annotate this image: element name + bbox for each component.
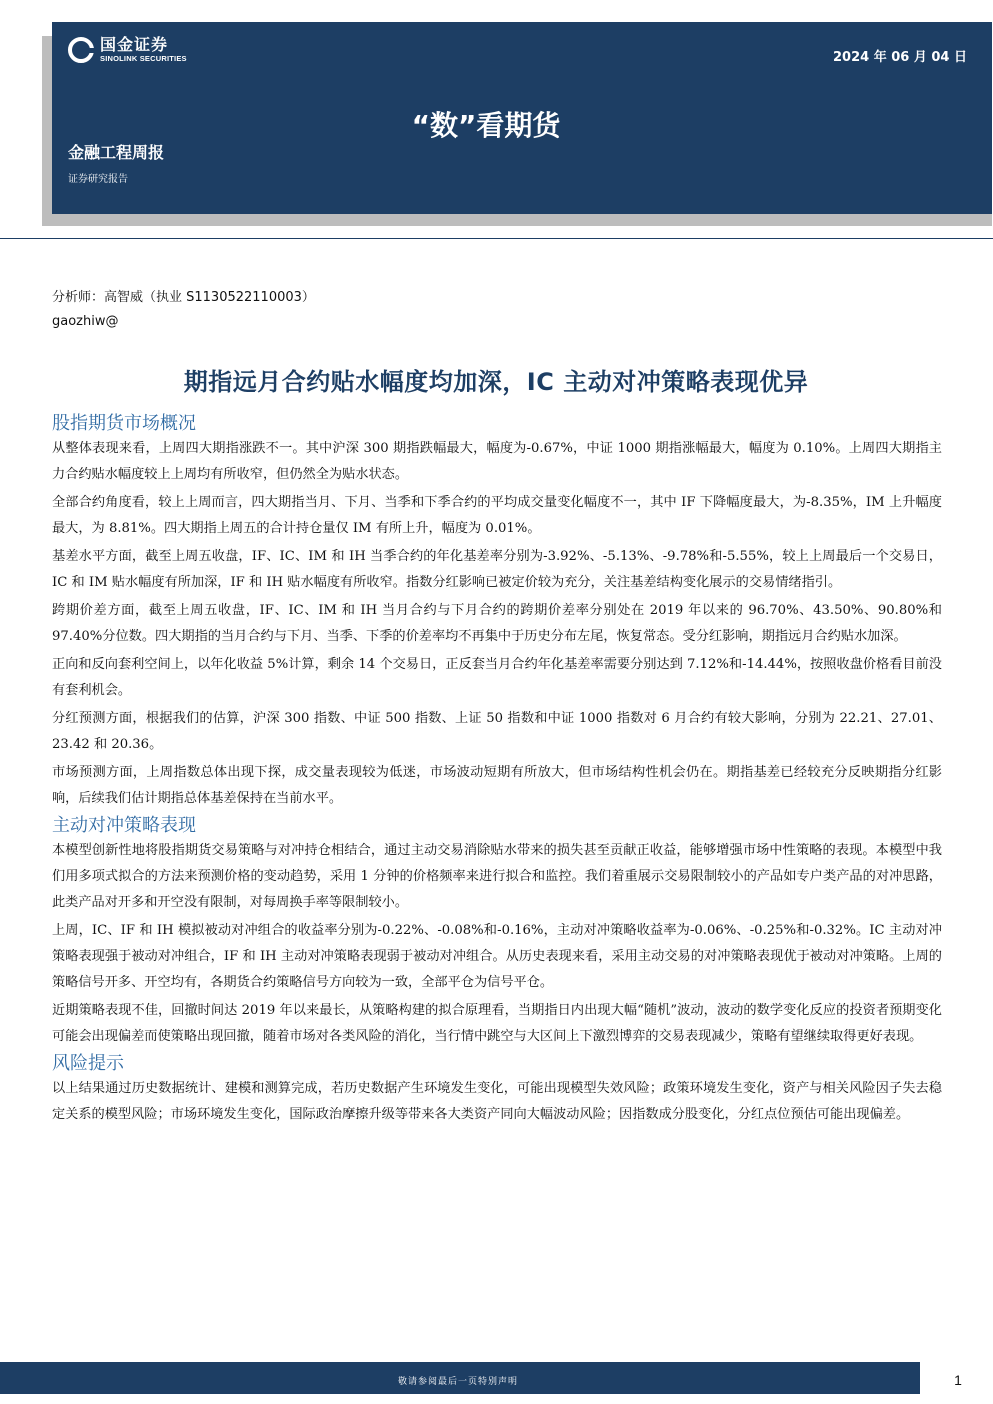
logo-english-name: SINOLINK SECURITIES [100,54,187,63]
paragraph: 本模型创新性地将股指期货交易策略与对冲持仓相结合，通过主动交易消除贴水带来的损失甚至贡献正收益，能够增强市场中性策略的表现。本模型中我们用多项式拟合的方法来预测价格的变动趋势，采用 1 分钟的价格频率来进行拟合和监控。我们着重展示交易限制较小的产品如专户类产品的对冲思路，此类产品对开多和开空没有限制，对每周换手率等限制较小。 [52,843,942,910]
report-type: 金融工程周报 [68,143,165,162]
section-heading: 股指期货市场概况 [52,413,196,434]
report-date: 2024 年 06 月 04 日 [833,50,967,65]
page-number: 1 [954,1372,962,1388]
footer-disclaimer: 敬请参阅最后一页特别声明 [397,1377,519,1387]
report-subtype: 证券研究报告 [68,174,128,185]
section-market-overview [52,412,942,812]
paragraph: 跨期价差方面，截至上周五收盘，IF、IC、IM 和 IH 当月合约与下月合约的跨期价差率分别处在 2019 年以来的 96.70%、43.50%、90.80%和 97.40%分位数。四大期指的当月合约与下月、当季、下季的价差率均不再集中于历史分布左尾，恢复常态。受分红影响，期指远月合约贴水加深。 [52,603,942,644]
paragraph: 上周，IC、IF 和 IH 模拟被动对冲组合的收益率分别为-0.22%、-0.08%和-0.16%，主动对冲策略收益率为-0.06%、-0.25%和-0.32%。IC 主动对冲策略表现强于被动对冲组合，IF 和 IH 主动对冲策略表现弱于被动对冲组合。从历史表现来看，采用主动交易的对冲策略表现优于被动对冲策略。上周的策略信号开多、开空均有，各期货合约策略信号方向较为一致，全部平仓为信号平仓。 [52,923,942,990]
report-body [52,412,942,1130]
paragraph: 正向和反向套利空间上，以年化收益 5%计算，剩余 14 个交易日，正反套当月合约年化基差率需要分别达到 7.12%和-14.44%，按照收盘价格看目前没有套利机会。 [52,657,942,698]
paragraph: 从整体表现来看，上周四大期指涨跌不一。其中沪深 300 期指跌幅最大，幅度为-0.67%，中证 1000 期指涨幅最大，幅度为 0.10%。上周四大期指主力合约贴水幅度较上上周均有所收窄，但仍然全为贴水状态。 [52,441,942,482]
paragraph: 近期策略表现不佳，回撤时间达 2019 年以来最长，从策略构建的拟合原理看，当期指日内出现大幅“随机”波动，波动的数学变化反应的投资者预期变化可能会出现偏差而使策略出现回撤，随着市场对各类风险的消化，当行情中跳空与大区间上下激烈博弈的交易表现减少，策略有望继续取得更好表现。 [52,1003,942,1044]
paragraph: 市场预测方面，上周指数总体出现下探，成交量表现较为低迷，市场波动短期有所放大，但市场结构性机会仍在。期指基差已经较充分反映期指分红影响，后续我们估计期指总体基差保持在当前水平。 [52,765,942,806]
section-risk [52,1052,942,1128]
paragraph: 分红预测方面，根据我们的估算，沪深 300 指数、中证 500 指数、上证 50 指数和中证 1000 指数对 6 月合约有较大影响，分别为 22.21、27.01、23.42 和 20.36。 [52,711,942,752]
header-divider [0,238,993,239]
section-heading: 主动对冲策略表现 [52,815,196,836]
paragraph: 基差水平方面，截至上周五收盘，IF、IC、IM 和 IH 当季合约的年化基差率分别为-3.92%、-5.13%、-9.78%和-5.55%，较上上周最后一个交易日，IC 和 IM 贴水幅度有所加深，IF 和 IH 贴水幅度有所收窄。指数分红影响已被定价较为充分，关注基差结构变化展示的交易情绪指引。 [52,549,942,590]
main-title: 期指远月合约贴水幅度均加深，IC 主动对冲策略表现优异 [183,368,809,396]
logo-icon [68,37,94,63]
section-heading: 风险提示 [52,1053,124,1074]
company-logo [68,36,187,63]
analyst-email[interactable]: gaozhiw@ [52,314,119,329]
paragraph: 全部合约角度看，较上上周而言，四大期指当月、下月、当季和下季合约的平均成交量变化幅度不一，其中 IF 下降幅度最大，为-8.35%，IM 上升幅度最大，为 8.81%。四大期指上周五的合计持仓量仅 IM 有所上升，幅度为 0.01%。 [52,495,942,536]
section-active-hedge [52,814,942,1050]
series-title: “数”看期货 [411,109,561,142]
paragraph: 以上结果通过历史数据统计、建模和测算完成，若历史数据产生环境发生变化，可能出现模型失效风险；政策环境发生变化，资产与相关风险因子失去稳定关系的模型风险；市场环境发生变化，国际政治摩擦升级等带来各大类资产同向大幅波动风险；因指数成分股变化，分红点位预估可能出现偏差。 [52,1081,942,1122]
logo-chinese-name: 国金证券 [100,35,169,54]
analyst-info: 分析师：高智威（执业 S1130522110003） [52,290,315,305]
